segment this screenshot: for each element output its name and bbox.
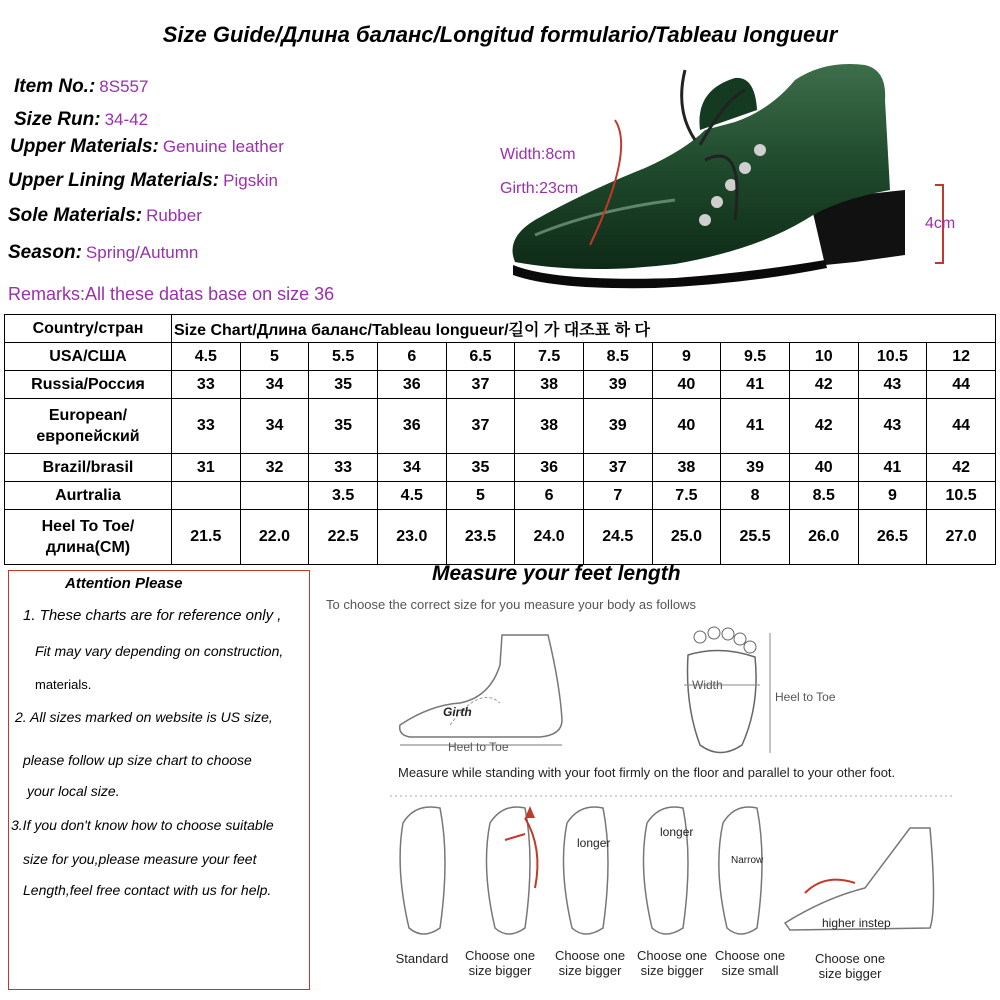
row-label: Russia/Россия <box>5 371 172 399</box>
table-cell: 40 <box>652 399 721 454</box>
table-cell: 22.0 <box>240 510 309 565</box>
table-cell: 36 <box>515 454 584 482</box>
table-cell: 7.5 <box>652 482 721 510</box>
table-cell: 4.5 <box>377 482 446 510</box>
measure-title: Measure your feet length <box>432 562 681 585</box>
foot-label-small: Choose one size small <box>714 948 786 978</box>
table-cell: 44 <box>927 399 996 454</box>
spec-sole-materials: Sole Materials: Rubber <box>8 205 202 226</box>
shoe-heel-label: 4cm <box>925 215 956 232</box>
heel-to-toe-label-side: Heel to Toe <box>448 740 509 754</box>
table-cell: 24.0 <box>515 510 584 565</box>
table-cell: 6.5 <box>446 343 515 371</box>
table-cell: 34 <box>240 399 309 454</box>
table-cell: 33 <box>309 454 378 482</box>
table-cell: 9 <box>652 343 721 371</box>
table-cell: 24.5 <box>583 510 652 565</box>
row-label: Aurtralia <box>5 482 172 510</box>
attention-line: 1. These charts are for reference only , <box>23 607 282 624</box>
table-cell <box>240 482 309 510</box>
table-cell: 39 <box>721 454 790 482</box>
table-cell: 33 <box>172 371 241 399</box>
table-row <box>5 482 996 510</box>
table-cell: 41 <box>858 454 927 482</box>
attention-line: please follow up size chart to choose <box>23 752 252 768</box>
table-cell: 10 <box>789 343 858 371</box>
table-cell: 39 <box>583 371 652 399</box>
table-row <box>5 510 996 565</box>
table-cell: 25.0 <box>652 510 721 565</box>
table-cell: 39 <box>583 399 652 454</box>
table-cell: 10.5 <box>858 343 927 371</box>
table-cell: 35 <box>309 399 378 454</box>
measure-subtitle: To choose the correct size for you measure your body as follows <box>326 597 696 612</box>
table-cell: 41 <box>721 371 790 399</box>
table-cell: 41 <box>721 399 790 454</box>
attention-line: Fit may vary depending on construction, <box>35 643 284 659</box>
table-cell: 32 <box>240 454 309 482</box>
attention-box <box>8 570 310 990</box>
table-cell: 21.5 <box>172 510 241 565</box>
table-cell: 9.5 <box>721 343 790 371</box>
attention-line: size for you,please measure your feet <box>23 851 257 867</box>
table-cell: 5.5 <box>309 343 378 371</box>
spec-upper-materials: Upper Materials: Genuine leather <box>10 136 284 157</box>
narrow-label: Narrow <box>731 855 764 866</box>
table-cell <box>172 482 241 510</box>
shoe-image <box>495 50 995 305</box>
table-cell: 38 <box>652 454 721 482</box>
table-header-chart: Size Chart/Длина баланс/Tableau longueur/길이 가 대조표 하 다 <box>172 315 996 343</box>
table-cell: 34 <box>377 454 446 482</box>
longer-label-1: longer <box>577 836 611 850</box>
table-cell: 3.5 <box>309 482 378 510</box>
foot-label-bigger-1: Choose one size bigger <box>464 948 536 978</box>
girth-label: Girth <box>443 705 472 719</box>
spec-season: Season: Spring/Autumn <box>8 242 199 263</box>
table-cell: 23.0 <box>377 510 446 565</box>
attention-line: materials. <box>35 677 92 692</box>
shoe-width-label: Width:8cm <box>500 146 576 163</box>
table-cell: 36 <box>377 371 446 399</box>
row-label: Brazil/brasil <box>5 454 172 482</box>
table-cell: 26.5 <box>858 510 927 565</box>
table-cell: 5 <box>240 343 309 371</box>
table-row <box>5 371 996 399</box>
table-cell: 38 <box>515 399 584 454</box>
table-cell: 8 <box>721 482 790 510</box>
longer-label-2: longer <box>660 825 694 839</box>
table-cell: 43 <box>858 371 927 399</box>
table-cell: 8.5 <box>789 482 858 510</box>
spec-lining-materials: Upper Lining Materials: Pigskin <box>8 170 278 191</box>
attention-line: 2. All sizes marked on website is US size, <box>15 709 273 725</box>
table-cell: 26.0 <box>789 510 858 565</box>
shoe-girth-label: Girth:23cm <box>500 180 579 197</box>
table-cell: 43 <box>858 399 927 454</box>
width-label: Width <box>692 678 723 692</box>
page-title: Size Guide/Длина баланс/Longitud formulario/Tableau longueur <box>162 22 838 47</box>
table-cell: 7 <box>583 482 652 510</box>
table-cell: 12 <box>927 343 996 371</box>
foot-label-standard: Standard <box>395 951 449 966</box>
instep-label: higher instep <box>822 916 891 930</box>
table-cell: 22.5 <box>309 510 378 565</box>
table-cell: 8.5 <box>583 343 652 371</box>
table-cell: 33 <box>172 399 241 454</box>
table-cell: 37 <box>446 371 515 399</box>
row-label: Heel To Toe/длина(CM) <box>5 510 172 565</box>
remarks: Remarks:All these datas base on size 36 <box>8 284 335 304</box>
table-cell: 25.5 <box>721 510 790 565</box>
foot-label-bigger-3: Choose one size bigger <box>636 948 708 978</box>
table-cell: 42 <box>789 399 858 454</box>
measure-instruction: Measure while standing with your foot firmly on the floor and parallel to your other foot. <box>398 765 896 780</box>
spec-item-no: Item No.: 8S557 <box>14 76 149 97</box>
table-cell: 10.5 <box>927 482 996 510</box>
table-cell: 6 <box>377 343 446 371</box>
spec-size-run: Size Run: 34-42 <box>14 109 149 130</box>
table-cell: 23.5 <box>446 510 515 565</box>
table-cell: 6 <box>515 482 584 510</box>
table-cell: 34 <box>240 371 309 399</box>
table-header-row <box>5 315 996 343</box>
attention-line: Length,feel free contact with us for help. <box>23 882 272 898</box>
foot-label-bigger-2: Choose one size bigger <box>554 948 626 978</box>
table-cell: 31 <box>172 454 241 482</box>
attention-title: Attention Please <box>65 575 183 592</box>
attention-line: your local size. <box>27 783 120 799</box>
table-cell: 37 <box>446 399 515 454</box>
table-cell: 5 <box>446 482 515 510</box>
table-cell: 37 <box>583 454 652 482</box>
table-cell: 40 <box>789 454 858 482</box>
table-cell: 38 <box>515 371 584 399</box>
row-label: European/европейский <box>5 399 172 454</box>
table-cell: 35 <box>446 454 515 482</box>
table-row <box>5 343 996 371</box>
table-cell: 7.5 <box>515 343 584 371</box>
size-chart-table <box>4 314 996 565</box>
table-cell: 4.5 <box>172 343 241 371</box>
table-cell: 42 <box>789 371 858 399</box>
table-cell: 40 <box>652 371 721 399</box>
heel-to-toe-label-top: Heel to Toe <box>775 690 836 704</box>
table-cell: 9 <box>858 482 927 510</box>
table-header-country: Country/стран <box>5 315 172 343</box>
table-cell: 35 <box>309 371 378 399</box>
table-cell: 44 <box>927 371 996 399</box>
table-row <box>5 399 996 454</box>
table-cell: 42 <box>927 454 996 482</box>
table-cell: 27.0 <box>927 510 996 565</box>
row-label: USA/США <box>5 343 172 371</box>
table-row <box>5 454 996 482</box>
table-cell: 36 <box>377 399 446 454</box>
foot-label-bigger-4: Choose one size bigger <box>814 951 886 981</box>
attention-line: 3.If you don't know how to choose suitable <box>11 817 274 833</box>
